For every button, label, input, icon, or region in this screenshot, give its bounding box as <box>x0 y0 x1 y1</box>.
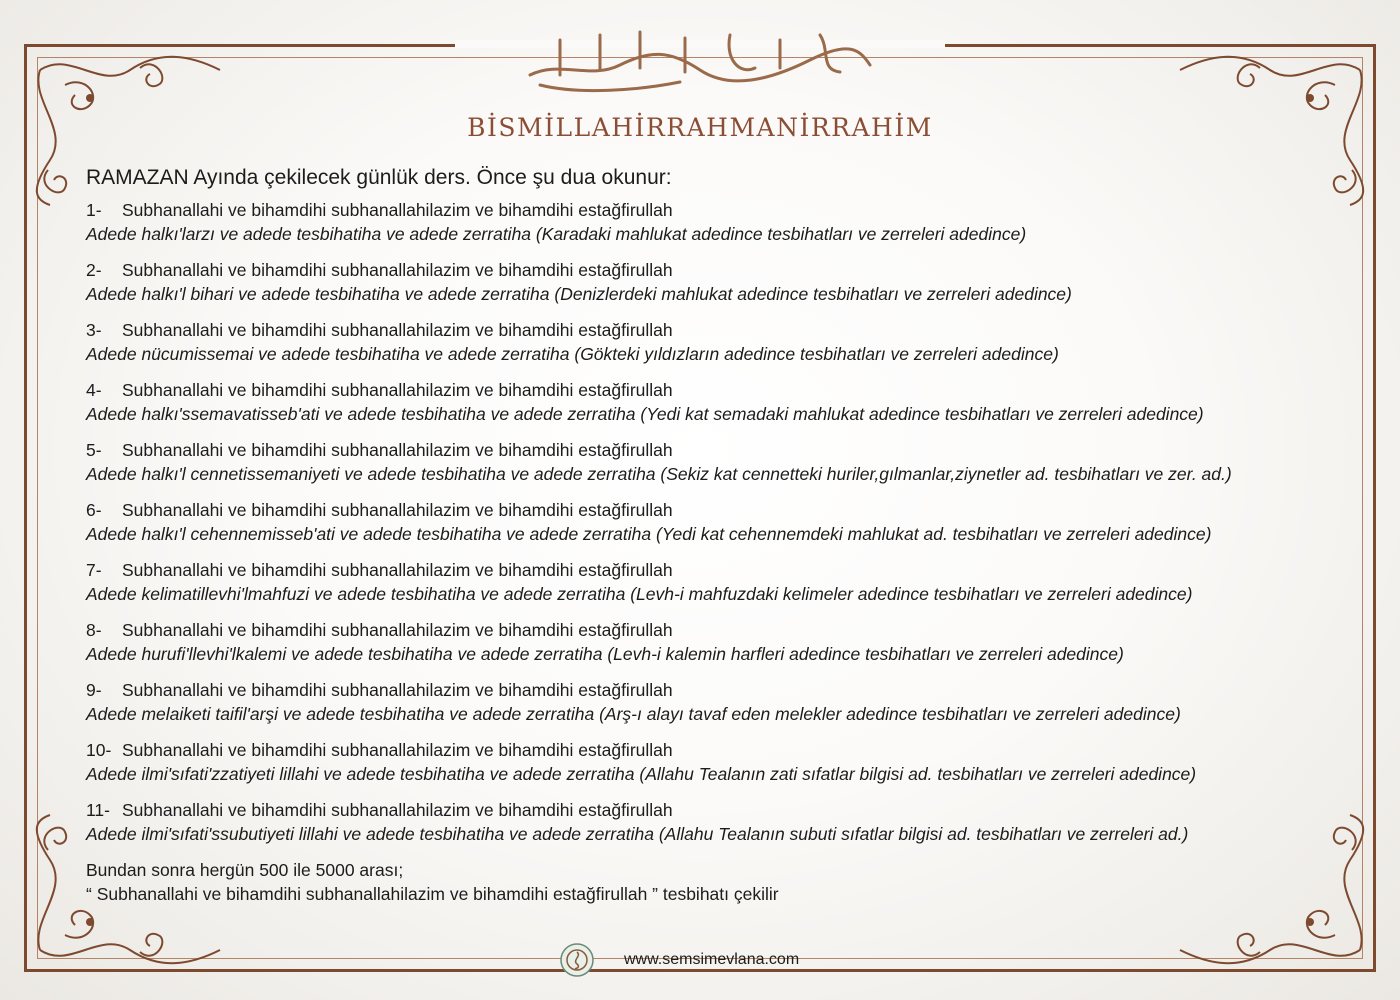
list-item <box>86 318 1366 366</box>
item-text: Subhanallahi ve bihamdihi subhanallahilazim ve bihamdihi estağfirullah <box>122 500 673 520</box>
item-number: 6- <box>86 500 102 520</box>
item-detail: Adede halkı'l cehennemisseb'ati ve adede tesbihatiha ve adede zerratiha (Yedi kat cehennemdeki mahlukat ad. tesbihatları ve zerreleri adedince) <box>86 524 1212 544</box>
item-text: Subhanallahi ve bihamdihi subhanallahilazim ve bihamdihi estağfirullah <box>122 380 673 400</box>
item-detail: Adede ilmi'sıfati'ssubutiyeti lillahi ve adede tesbihatiha ve adede zerratiha (Allahu Tealanın subuti sıfatlar bilgisi ad. tesbihatları ve zerreleri ad.) <box>86 824 1189 844</box>
item-text: Subhanallahi ve bihamdihi subhanallahilazim ve bihamdihi estağfirullah <box>122 440 673 460</box>
list-item <box>86 618 1366 666</box>
item-number: 1- <box>86 200 102 220</box>
item-text: Subhanallahi ve bihamdihi subhanallahilazim ve bihamdihi estağfirullah <box>122 260 673 280</box>
item-text: Subhanallahi ve bihamdihi subhanallahilazim ve bihamdihi estağfirullah <box>122 560 673 580</box>
closing-line-1: Bundan sonra hergün 500 ile 5000 arası; <box>86 860 404 880</box>
item-detail: Adede hurufi'llevhi'lkalemi ve adede tesbihatiha ve adede zerratiha (Levh-i kalemin harfleri adedince tesbihatları ve zerreleri adedince) <box>86 644 1124 664</box>
list-item <box>86 738 1366 786</box>
list-item <box>86 258 1366 306</box>
item-number: 2- <box>86 260 102 280</box>
list-item <box>86 798 1366 846</box>
list-item <box>86 378 1366 426</box>
item-text: Subhanallahi ve bihamdihi subhanallahilazim ve bihamdihi estağfirullah <box>122 680 673 700</box>
item-detail: Adede kelimatillevhi'lmahfuzi ve adede tesbihatiha ve adede zerratiha (Levh-i mahfuzdaki kelimeler adedince tesbihatları ve zerreleri adedince) <box>86 584 1193 604</box>
document-body <box>86 166 1366 906</box>
item-detail: Adede melaiketi taifil'arşi ve adede tesbihatiha ve adede zerratiha (Arş-ı alayı tavaf eden melekler adedince tesbihatları ve zerreleri adedince) <box>86 704 1181 724</box>
item-number: 5- <box>86 440 102 460</box>
list-item <box>86 438 1366 486</box>
item-text: Subhanallahi ve bihamdihi subhanallahilazim ve bihamdihi estağfirullah <box>122 740 673 760</box>
item-number: 4- <box>86 380 102 400</box>
list-item <box>86 198 1366 246</box>
list-item <box>86 498 1366 546</box>
item-number: 9- <box>86 680 102 700</box>
item-text: Subhanallahi ve bihamdihi subhanallahilazim ve bihamdihi estağfirullah <box>122 620 673 640</box>
item-number: 3- <box>86 320 102 340</box>
closing-line-2: “ Subhanallahi ve bihamdihi subhanallahilazim ve bihamdihi estağfirullah ” tesbihatı çekilir <box>86 884 779 904</box>
item-detail: Adede nücumissemai ve adede tesbihatiha ve adede zerratiha (Gökteki yıldızların adedince tesbihatları ve zerreleri adedince) <box>86 344 1059 364</box>
website-link[interactable]: www.semsimevlana.com <box>624 951 800 968</box>
item-detail: Adede ilmi'sıfati'zzatiyeti lillahi ve adede tesbihatiha ve adede zerratiha (Allahu Tealanın zati sıfatlar bilgisi ad. tesbihatları ve zerreleri adedince) <box>86 764 1197 784</box>
bismillah-calligraphy <box>520 20 880 100</box>
item-detail: Adede halkı'l cennetissemaniyeti ve adede tesbihatiha ve adede zerratiha (Sekiz kat cennetteki huriler,gılmanlar,ziynetler ad. tesbihatları ve zer. ad.) <box>86 464 1232 484</box>
page-title: BİSMİLLAHİRRAHMANİRRAHİM <box>467 113 933 142</box>
dua-list <box>86 198 1366 846</box>
item-number: 11- <box>86 800 110 820</box>
list-item <box>86 678 1366 726</box>
item-detail: Adede halkı'ssemavatisseb'ati ve adede tesbihatiha ve adede zerratiha (Yedi kat semadaki mahlukat adedince tesbihatları ve zerreleri adedince) <box>86 404 1204 424</box>
item-number: 8- <box>86 620 102 640</box>
item-number: 10- <box>86 740 112 760</box>
site-logo-icon <box>560 943 594 977</box>
item-number: 7- <box>86 560 102 580</box>
item-text: Subhanallahi ve bihamdihi subhanallahilazim ve bihamdihi estağfirullah <box>122 200 673 220</box>
item-detail: Adede halkı'larzı ve adede tesbihatiha ve adede zerratiha (Karadaki mahlukat adedince tesbihatları ve zerreleri adedince) <box>86 224 1027 244</box>
list-item <box>86 558 1366 606</box>
intro-text: RAMAZAN Ayında çekilecek günlük ders. Önce şu dua okunur: <box>86 166 672 189</box>
item-detail: Adede halkı'l bihari ve adede tesbihatiha ve adede zerratiha (Denizlerdeki mahlukat adedince tesbihatları ve zerreleri adedince) <box>86 284 1072 304</box>
footer <box>560 942 799 978</box>
item-text: Subhanallahi ve bihamdihi subhanallahilazim ve bihamdihi estağfirullah <box>122 320 673 340</box>
item-text: Subhanallahi ve bihamdihi subhanallahilazim ve bihamdihi estağfirullah <box>122 800 673 820</box>
